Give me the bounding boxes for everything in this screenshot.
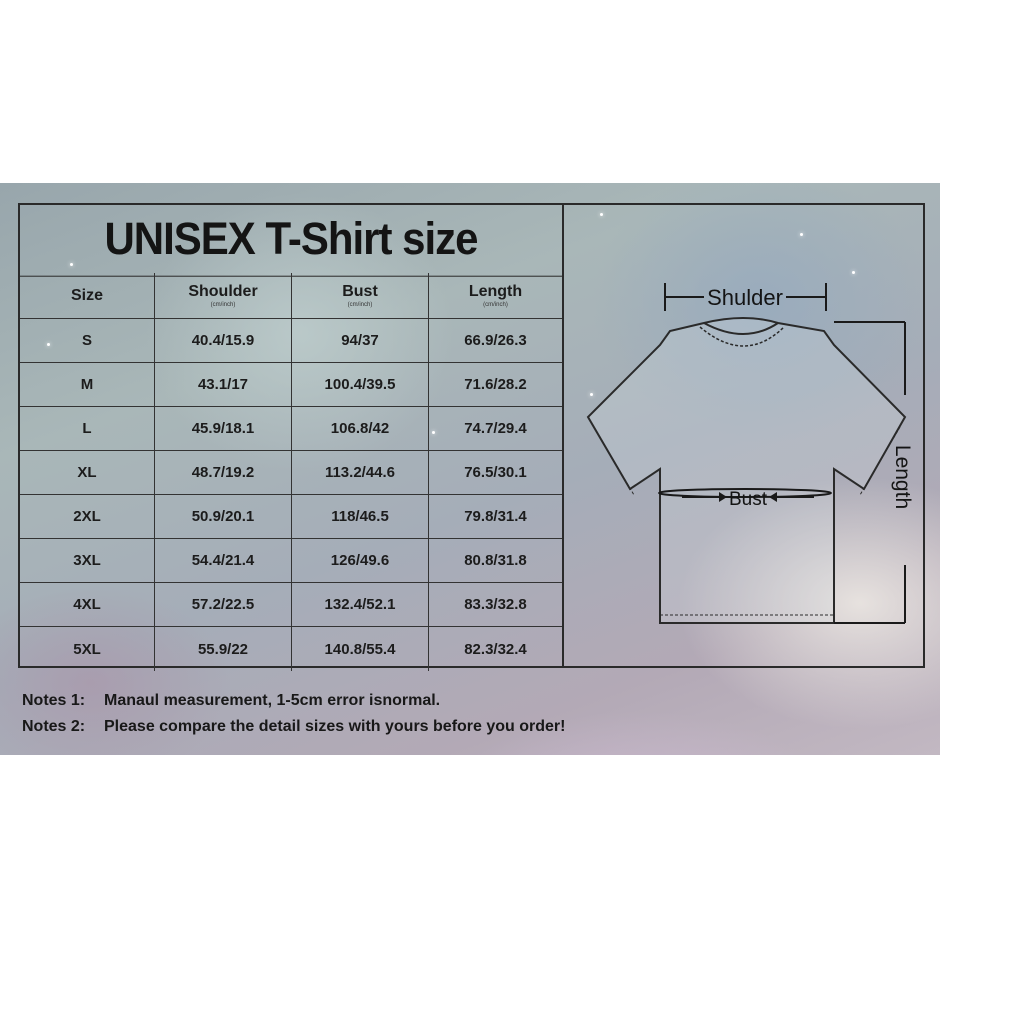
cell-bust-value: 118/46.5 (331, 508, 389, 525)
cell-bust-value: 113.2/44.6 (324, 464, 396, 481)
cell-size (20, 495, 155, 538)
table-row (20, 539, 562, 583)
cell-length (429, 451, 562, 494)
cell-bust (292, 363, 429, 406)
cell-bust-value: 132.4/52.1 (324, 596, 396, 613)
cell-size-value: 3XL (73, 552, 101, 569)
cell-size (20, 407, 155, 450)
note-1 (22, 688, 565, 714)
cell-size-value: XL (77, 464, 97, 481)
cell-size (20, 539, 155, 582)
tshirt-diagram-svg (564, 205, 925, 670)
cell-length-value: 66.9/26.3 (464, 332, 527, 349)
note-2-label: Notes 2: (22, 718, 86, 735)
cell-bust-value: 140.8/55.4 (324, 640, 396, 658)
note-2-text: Please compare the detail sizes with yours before you order! (104, 718, 566, 735)
cell-shoulder (155, 627, 292, 671)
cell-length (429, 407, 562, 450)
header-length-unit: (cm/inch) (483, 302, 508, 308)
cell-shoulder (155, 583, 292, 626)
header-shoulder-label: Shoulder (188, 283, 258, 300)
table-row (20, 451, 562, 495)
cell-shoulder-value: 48.7/19.2 (191, 464, 255, 481)
tshirt-outline (588, 318, 905, 623)
table-title: UNISEX T-Shirt size (20, 202, 562, 277)
table-row (20, 407, 562, 451)
cell-bust (292, 627, 429, 671)
table-row (20, 583, 562, 627)
cell-size-value: M (80, 376, 94, 393)
cell-size (20, 363, 155, 406)
notes (22, 688, 565, 740)
header-size (20, 273, 155, 318)
cell-size-value: 2XL (73, 508, 101, 525)
cell-size-value: S (81, 332, 92, 349)
header-length-label: Length (468, 283, 523, 300)
note-1-label: Notes 1: (22, 692, 86, 709)
cell-size (20, 583, 155, 626)
cell-length-value: 71.6/28.2 (464, 376, 527, 393)
cell-length-value: 76.5/30.1 (464, 464, 527, 481)
cell-bust-value: 100.4/39.5 (324, 376, 396, 393)
cell-shoulder-value: 50.9/20.1 (191, 508, 255, 525)
cell-shoulder (155, 319, 292, 362)
cell-shoulder (155, 407, 292, 450)
shoulder-label: Shulder (707, 285, 783, 310)
cell-bust (292, 539, 429, 582)
cell-length (429, 627, 562, 671)
cell-bust (292, 451, 429, 494)
header-length (429, 273, 562, 318)
cell-size (20, 627, 155, 671)
header-row (20, 273, 562, 319)
cell-shoulder-value: 54.4/21.4 (191, 552, 255, 569)
cell-shoulder-value: 40.4/15.9 (191, 332, 255, 349)
cell-size (20, 451, 155, 494)
table-row (20, 627, 562, 671)
cell-length-value: 74.7/29.4 (464, 420, 527, 437)
cell-bust (292, 495, 429, 538)
header-shoulder (155, 273, 292, 318)
cell-shoulder (155, 539, 292, 582)
cell-length (429, 583, 562, 626)
cell-length (429, 319, 562, 362)
size-grid (20, 273, 562, 666)
header-bust-unit: (cm/inch) (347, 302, 373, 308)
cell-shoulder-value: 57.2/22.5 (191, 596, 255, 613)
cell-length-value: 82.3/32.4 (464, 640, 527, 658)
cell-size-value: 4XL (73, 596, 101, 613)
length-label: Length (891, 444, 914, 510)
header-size-label: Size (70, 286, 103, 304)
cell-bust-value: 106.8/42 (330, 420, 390, 437)
size-chart-banner (0, 183, 940, 755)
cell-length (429, 495, 562, 538)
cell-length-value: 80.8/31.8 (464, 552, 527, 569)
tshirt-diagram (564, 203, 925, 668)
cell-size (20, 319, 155, 362)
cell-bust (292, 583, 429, 626)
cell-shoulder (155, 451, 292, 494)
cell-bust-value: 126/49.6 (330, 552, 390, 569)
cell-shoulder-value: 45.9/18.1 (191, 420, 255, 437)
cell-length-value: 79.8/31.4 (464, 508, 527, 525)
table-row (20, 319, 562, 363)
cell-bust (292, 407, 429, 450)
cell-bust-value: 94/37 (341, 332, 379, 349)
header-shoulder-unit: (cm/inch) (210, 302, 236, 308)
table-row (20, 495, 562, 539)
header-bust (292, 273, 429, 318)
size-table (18, 203, 564, 668)
cell-size-value: L (82, 420, 92, 437)
cell-shoulder (155, 363, 292, 406)
cell-length-value: 83.3/32.8 (464, 596, 527, 613)
cell-length (429, 539, 562, 582)
note-2 (22, 714, 565, 740)
cell-shoulder-value: 43.1/17 (197, 376, 249, 393)
cell-shoulder (155, 495, 292, 538)
header-bust-label: Bust (342, 283, 378, 300)
cell-bust (292, 319, 429, 362)
bust-label: Bust (728, 489, 768, 510)
table-row (20, 363, 562, 407)
cell-size-value: 5XL (73, 640, 101, 658)
cell-shoulder-value: 55.9/22 (197, 640, 249, 658)
note-1-text: Manaul measurement, 1-5cm error isnormal. (104, 692, 441, 709)
cell-length (429, 363, 562, 406)
